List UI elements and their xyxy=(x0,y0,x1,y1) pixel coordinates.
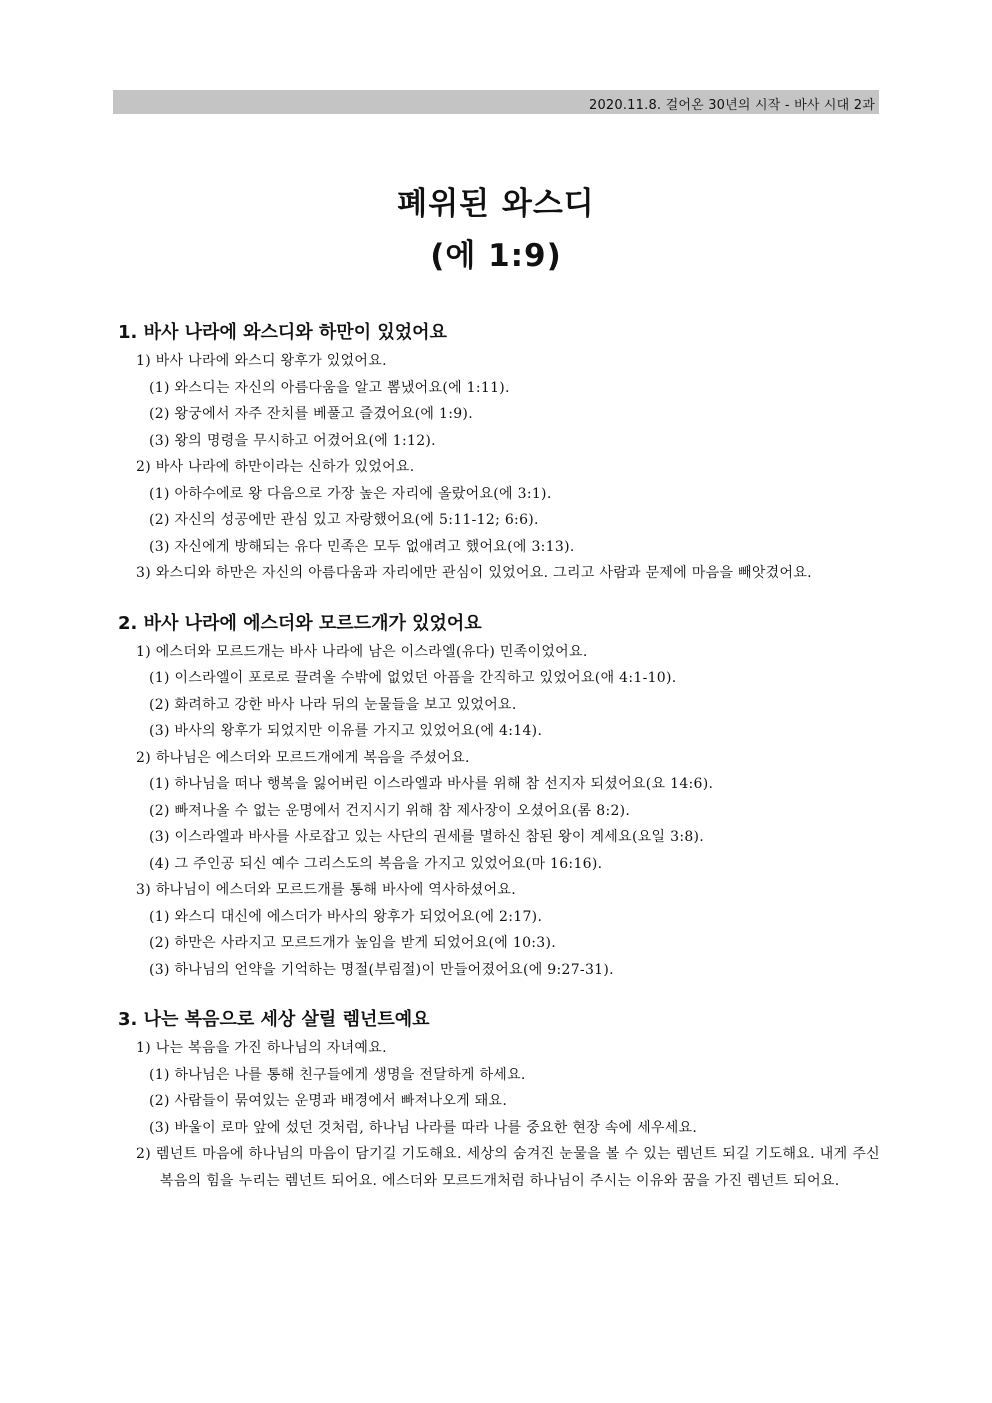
list-item: 1) 바사 나라에 와스디 왕후가 있었어요. xyxy=(136,353,387,369)
section-3 xyxy=(118,1005,880,1194)
lesson-content xyxy=(118,318,880,1216)
list-item: (4) 그 주인공 되신 예수 그리스도의 복음을 가지고 있었어요(마 16:16). xyxy=(149,855,603,872)
list-item: (3) 바사의 왕후가 되었지만 이유를 가지고 있었어요(에 4:14). xyxy=(149,723,543,739)
list-item: 3) 하나님이 에스더와 모르드개를 통해 바사에 역사하셨어요. xyxy=(136,882,516,898)
list-item: (3) 자신에게 방해되는 유다 민족은 모두 없애려고 했어요(에 3:13). xyxy=(149,538,575,555)
list-item: 2) 렘넌트 마음에 하나님의 마음이 담기길 기도해요. 세상의 숨겨진 눈물을 볼 수 있는 렘넌트 되길 기도해요. 내게 주신 복음의 힘을 누리는 렘넌트 되어요. 에스더와 모르드개처럼 하나님이 주시는 이유와 꿈을 가진 렘넌트 되어요. xyxy=(136,1146,880,1189)
page-title: 폐위된 와스디 xyxy=(397,186,595,222)
list-item: (3) 바울이 로마 앞에 섰던 것처럼, 하나님 나라를 따라 나를 중요한 현장 속에 세우세요. xyxy=(149,1119,698,1136)
list-item: (3) 왕의 명령을 무시하고 어겼어요(에 1:12). xyxy=(149,432,436,449)
section-heading: 1. 바사 나라에 와스디와 하만이 있었어요 xyxy=(118,322,447,343)
section-1 xyxy=(118,318,880,587)
list-item: 2) 하나님은 에스더와 모르드개에게 복음을 주셨어요. xyxy=(136,749,470,766)
list-item: (2) 화려하고 강한 바사 나라 뒤의 눈물들을 보고 있었어요. xyxy=(149,696,517,713)
title-block xyxy=(0,178,992,282)
list-item: (2) 사람들이 묶여있는 운명과 배경에서 빠져나오게 돼요. xyxy=(149,1093,508,1109)
list-item: (2) 하만은 사라지고 모르드개가 높임을 받게 되었어요(에 10:3). xyxy=(149,935,557,951)
list-item: (1) 이스라엘이 포로로 끌려올 수밖에 없었던 아픔을 간직하고 있었어요(애 4:1-10). xyxy=(149,670,677,686)
header-date-lesson: 2020.11.8. 걸어온 30년의 시작 - 바사 시대 2과 xyxy=(588,98,875,113)
list-item: (3) 하나님의 언약을 기억하는 명절(부림절)이 만들어졌어요(에 9:27-31). xyxy=(149,961,614,978)
header-bar xyxy=(113,90,879,114)
section-heading: 2. 바사 나라에 에스더와 모르드개가 있었어요 xyxy=(118,612,482,634)
list-item: (1) 아하수에로 왕 다음으로 가장 높은 자리에 올랐어요(에 3:1). xyxy=(149,485,552,502)
list-item: (2) 빠져나올 수 없는 운명에서 건지시기 위해 참 제사장이 오셨어요(롬 8:2). xyxy=(149,802,631,819)
list-item: (1) 와스디 대신에 에스더가 바사의 왕후가 되었어요(에 2:17). xyxy=(149,908,543,925)
section-2 xyxy=(118,609,880,984)
list-item: (3) 이스라엘과 바사를 사로잡고 있는 사단의 권세를 멸하신 참된 왕이 계세요(요일 3:8). xyxy=(149,829,705,845)
list-item: 2) 바사 나라에 하만이라는 신하가 있었어요. xyxy=(136,459,415,475)
list-item: (1) 와스디는 자신의 아름다움을 알고 뽐냈어요(에 1:11). xyxy=(149,379,510,396)
list-item: (1) 하나님은 나를 통해 친구들에게 생명을 전달하게 하세요. xyxy=(149,1066,526,1083)
list-item: (2) 왕궁에서 자주 잔치를 베풀고 즐겼어요(에 1:9). xyxy=(149,406,473,422)
list-item: (1) 하나님을 떠나 행복을 잃어버린 이스라엘과 바사를 위해 참 선지자 되셨어요(요 14:6). xyxy=(149,776,714,792)
list-item: (2) 자신의 성공에만 관심 있고 자랑했어요(에 5:11-12; 6:6). xyxy=(149,512,539,528)
scripture-reference: (에 1:9) xyxy=(430,238,562,274)
list-item: 3) 와스디와 하만은 자신의 아름다움과 자리에만 관심이 있었어요. 그리고 사람과 문제에 마음을 빼앗겼어요. xyxy=(136,565,812,581)
section-heading: 3. 나는 복음으로 세상 살릴 렘넌트예요 xyxy=(118,1009,430,1030)
list-item: 1) 나는 복음을 가진 하나님의 자녀예요. xyxy=(136,1040,387,1056)
list-item: 1) 에스더와 모르드개는 바사 나라에 남은 이스라엘(유다) 민족이었어요. xyxy=(136,643,588,660)
